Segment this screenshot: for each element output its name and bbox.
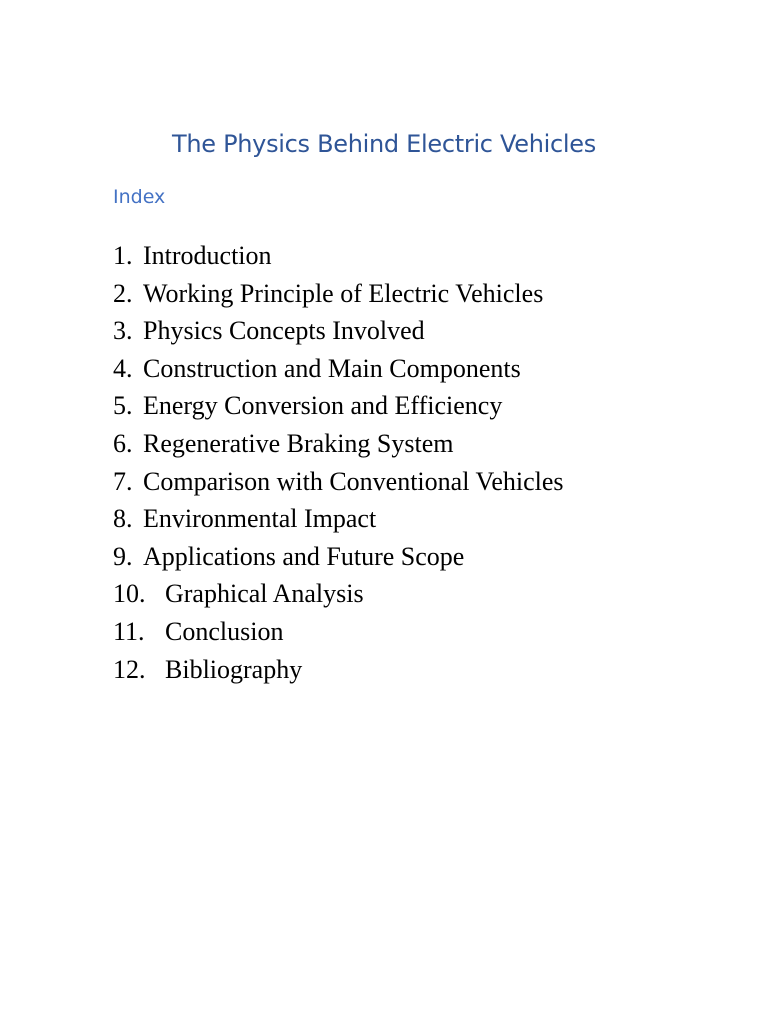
- document-title: The Physics Behind Electric Vehicles: [172, 130, 596, 158]
- index-item-number: 7.: [113, 466, 133, 496]
- index-item-label: Regenerative Braking System: [143, 428, 454, 458]
- index-item-9: [113, 538, 713, 576]
- index-item-label: Introduction: [143, 241, 272, 270]
- index-item-number: 5.: [113, 391, 133, 421]
- index-item-4: [113, 350, 713, 388]
- index-item-label: Comparison with Conventional Vehicles: [143, 466, 564, 496]
- index-item-number: 6.: [113, 428, 133, 458]
- index-heading: Index: [113, 186, 166, 208]
- index-item-number: 3.: [113, 316, 133, 346]
- index-item-label: Conclusion: [165, 616, 284, 646]
- index-list: [113, 237, 713, 688]
- index-item-10: [113, 575, 713, 613]
- index-item-label: Energy Conversion and Efficiency: [143, 391, 503, 421]
- index-item-5: [113, 387, 713, 425]
- index-item-label: Construction and Main Components: [143, 353, 521, 383]
- index-item-label: Applications and Future Scope: [143, 541, 465, 571]
- index-item-12: [113, 651, 713, 689]
- index-item-number: 10.: [113, 579, 146, 609]
- index-item-label: Physics Concepts Involved: [143, 316, 425, 346]
- index-item-8: [113, 500, 713, 538]
- index-item-3: [113, 312, 713, 350]
- index-item-label: Bibliography: [165, 654, 303, 684]
- index-item-label: Graphical Analysis: [165, 579, 364, 609]
- index-item-number: 11.: [113, 616, 145, 646]
- index-item-number: 8.: [113, 504, 133, 534]
- index-item-number: 9.: [113, 541, 133, 571]
- index-item-number: 2.: [113, 278, 133, 308]
- index-item-2: [113, 275, 713, 313]
- index-item-label: Environmental Impact: [143, 504, 377, 534]
- index-item-1: [113, 237, 713, 275]
- index-item-label: Working Principle of Electric Vehicles: [143, 278, 544, 308]
- index-item-11: [113, 613, 713, 651]
- index-item-number: 12.: [113, 654, 146, 684]
- index-item-number: 4.: [113, 353, 133, 383]
- index-item-number: 1.: [113, 241, 133, 270]
- index-item-7: [113, 463, 713, 501]
- index-item-6: [113, 425, 713, 463]
